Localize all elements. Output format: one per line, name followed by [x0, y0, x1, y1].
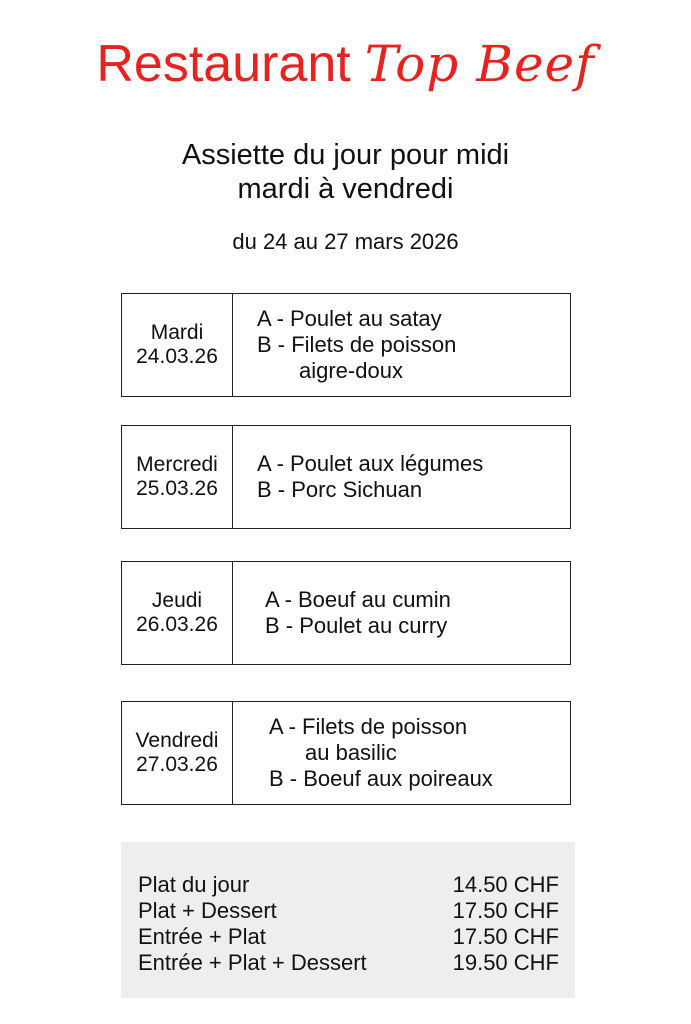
day-box-mardi [121, 293, 571, 397]
day-box-vendredi [121, 701, 571, 805]
price-row [138, 924, 559, 950]
day-box-jeudi [121, 561, 571, 665]
price-row [138, 898, 559, 924]
menu-cell [233, 702, 570, 804]
menu-cell [233, 426, 570, 528]
title-brand-script: Top Beef [364, 35, 595, 93]
dish-b: B - Porc Sichuan [257, 477, 423, 502]
day-name: Vendredi [135, 729, 219, 752]
dish-a: A - Boeuf au cumin [265, 587, 451, 612]
menu-subtitle [0, 138, 691, 206]
price-row [138, 950, 559, 976]
price-value: 17.50 CHF [452, 898, 559, 923]
price-label: Entrée + Plat + Dessert [138, 950, 367, 975]
price-value: 19.50 CHF [452, 950, 559, 975]
price-row [138, 872, 559, 898]
price-value: 17.50 CHF [452, 924, 559, 949]
restaurant-title [0, 34, 691, 104]
dish-b: B - Poulet au curry [265, 613, 448, 638]
day-box-mercredi [121, 425, 571, 529]
dish-a-continued: au basilic [305, 740, 397, 765]
price-value: 14.50 CHF [452, 872, 559, 897]
dish-a: A - Filets de poisson [269, 714, 468, 739]
day-date: 24.03.26 [136, 345, 218, 368]
day-cell [122, 426, 233, 528]
date-range: du 24 au 27 mars 2026 [232, 229, 459, 254]
day-cell [122, 702, 233, 804]
price-label: Plat du jour [138, 872, 250, 897]
day-name: Jeudi [151, 589, 203, 612]
price-label: Entrée + Plat [138, 924, 266, 949]
dish-b: B - Filets de poisson [257, 332, 457, 357]
day-date: 25.03.26 [136, 477, 218, 500]
title-restaurant: Restaurant [96, 35, 351, 93]
day-name: Mardi [150, 321, 204, 344]
day-date: 26.03.26 [136, 613, 218, 636]
subtitle-line-1: Assiette du jour pour midi [181, 139, 510, 171]
dish-a: A - Poulet aux légumes [257, 451, 484, 476]
dish-a: A - Poulet au satay [257, 306, 442, 331]
price-list [121, 842, 575, 998]
day-cell [122, 294, 233, 396]
menu-cell [233, 562, 570, 664]
menu-cell [233, 294, 570, 396]
dish-b-continued: aigre-doux [299, 358, 403, 383]
dish-b: B - Boeuf aux poireaux [269, 766, 493, 791]
day-cell [122, 562, 233, 664]
day-name: Mercredi [136, 453, 218, 476]
price-label: Plat + Dessert [138, 898, 277, 923]
day-date: 27.03.26 [136, 753, 218, 776]
subtitle-line-2: mardi à vendredi [237, 173, 454, 205]
